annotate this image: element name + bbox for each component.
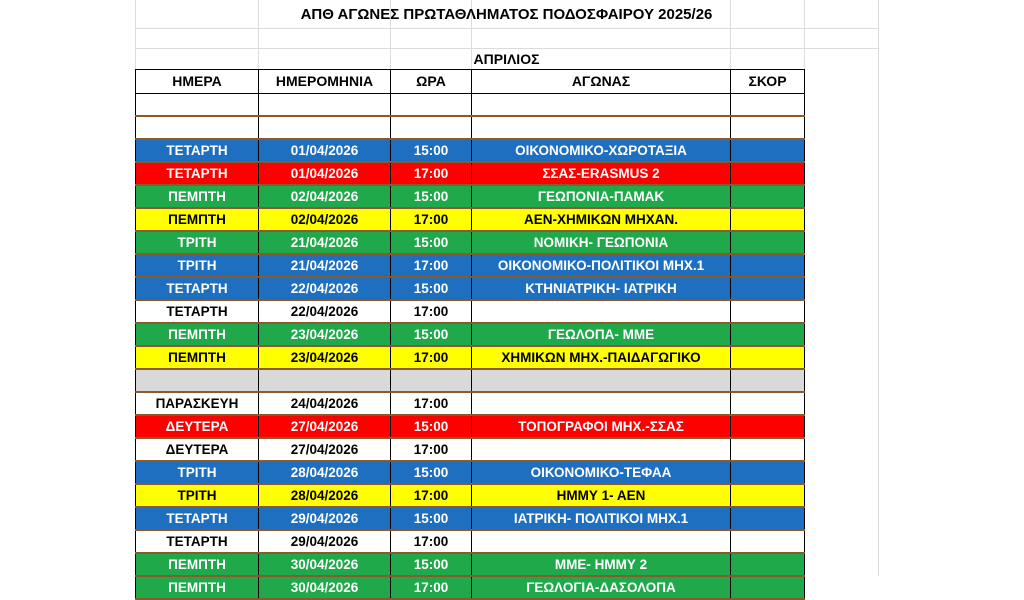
cell-day[interactable]: ΠΕΜΠΤΗ [136,553,259,576]
cell-date[interactable] [259,116,391,139]
cell-date[interactable] [259,94,391,117]
header-match[interactable]: ΑΓΩΝΑΣ [472,70,731,94]
cell-day[interactable]: ΠΕΜΠΤΗ [136,346,259,369]
cell-date[interactable]: 21/04/2026 [259,254,391,277]
cell-day[interactable] [136,94,259,117]
cell-day[interactable] [136,369,259,392]
cell-date[interactable]: 23/04/2026 [259,346,391,369]
cell-date[interactable]: 24/04/2026 [259,392,391,415]
cell-time[interactable]: 15:00 [391,323,472,346]
cell-date[interactable]: 01/04/2026 [259,139,391,162]
cell-match[interactable] [472,369,731,392]
cell-match[interactable]: ΑΕΝ-ΧΗΜΙΚΩΝ ΜΗΧΑΝ. [472,208,731,231]
cell-score[interactable] [731,438,805,461]
table-row [136,507,805,530]
cell-match[interactable]: ΓΕΩΠΟΝΙΑ-ΠΑΜΑΚ [472,185,731,208]
table-row [136,116,805,139]
table-row [136,231,805,254]
cell-time[interactable]: 15:00 [391,231,472,254]
cell-score[interactable] [731,507,805,530]
cell-day[interactable]: ΔΕΥΤΕΡΑ [136,438,259,461]
cell-score[interactable] [731,139,805,162]
page-title: ΑΠΘ ΑΓΩΝΕΣ ΠΡΩΤΑΘΛΗΜΑΤΟΣ ΠΟΔΟΣΦΑΙΡΟΥ 2025/26 [300,6,713,23]
cell-time[interactable]: 17:00 [391,438,472,461]
cell-score[interactable] [731,323,805,346]
cell-match[interactable]: ΓΕΩΛΟΓΙΑ-ΔΑΣΟΛΟΠΑ [472,576,731,599]
cell-match[interactable] [472,116,731,139]
cell-date[interactable]: 28/04/2026 [259,461,391,484]
cell-match[interactable]: ΓΕΩΛΟΠΑ- ΜΜΕ [472,323,731,346]
table-row [136,300,805,323]
cell-time[interactable]: 17:00 [391,254,472,277]
cell-time[interactable]: 17:00 [391,346,472,369]
cell-day[interactable]: ΠΕΜΠΤΗ [136,185,259,208]
cell-match[interactable]: ΝΟΜΙΚΗ- ΓΕΩΠΟΝΙΑ [472,231,731,254]
cell-day[interactable]: ΤΕΤΑΡΤΗ [136,507,259,530]
header-time[interactable]: ΩΡΑ [391,70,472,94]
cell-time[interactable]: 17:00 [391,484,472,507]
table-row [136,185,805,208]
gridline [135,28,878,29]
table-row [136,438,805,461]
cell-time[interactable]: 17:00 [391,208,472,231]
cell-date[interactable]: 29/04/2026 [259,530,391,553]
cell-day[interactable]: ΔΕΥΤΕΡΑ [136,415,259,438]
cell-day[interactable]: ΠΑΡΑΣΚΕΥΗ [136,392,259,415]
table-row [136,415,805,438]
cell-score[interactable] [731,208,805,231]
header-score[interactable]: ΣΚΟΡ [731,70,805,94]
table-row [136,94,805,117]
cell-time[interactable]: 17:00 [391,530,472,553]
table-row [136,553,805,576]
cell-day[interactable]: ΤΡΙΤΗ [136,484,259,507]
cell-score[interactable] [731,553,805,576]
cell-score[interactable] [731,415,805,438]
cell-time[interactable]: 15:00 [391,553,472,576]
cell-match[interactable] [472,300,731,323]
cell-match[interactable]: ΟΙΚΟΝΟΜΙΚΟ-ΧΩΡΟΤΑΞΙΑ [472,139,731,162]
cell-time[interactable]: 15:00 [391,507,472,530]
table-header-row [136,70,805,94]
header-day[interactable]: ΗΜΕΡΑ [136,70,259,94]
cell-score[interactable] [731,392,805,415]
cell-time[interactable] [391,369,472,392]
schedule-table [135,69,805,600]
table-row [136,461,805,484]
cell-time[interactable]: 15:00 [391,415,472,438]
table-row [136,484,805,507]
cell-date[interactable]: 30/04/2026 [259,553,391,576]
cell-score[interactable] [731,162,805,185]
cell-time[interactable]: 17:00 [391,392,472,415]
cell-date[interactable]: 02/04/2026 [259,185,391,208]
cell-day[interactable]: ΠΕΜΠΤΗ [136,208,259,231]
cell-time[interactable] [391,116,472,139]
table-row [136,277,805,300]
cell-date[interactable]: 01/04/2026 [259,162,391,185]
cell-time[interactable] [391,94,472,117]
table-row [136,254,805,277]
cell-score[interactable] [731,346,805,369]
cell-date[interactable]: 30/04/2026 [259,576,391,599]
table-row [136,162,805,185]
cell-match[interactable]: ΧΗΜΙΚΩΝ ΜΗΧ.-ΠΑΙΔΑΓΩΓΙΚΟ [472,346,731,369]
cell-day[interactable] [136,116,259,139]
cell-time[interactable]: 15:00 [391,277,472,300]
cell-time[interactable]: 17:00 [391,162,472,185]
cell-time[interactable]: 15:00 [391,461,472,484]
cell-match[interactable]: ΤΟΠΟΓΡΑΦΟΙ ΜΗΧ.-ΣΣΑΣ [472,415,731,438]
cell-match[interactable] [472,530,731,553]
cell-score[interactable] [731,277,805,300]
table-row [136,208,805,231]
table-row [136,392,805,415]
cell-time[interactable]: 15:00 [391,139,472,162]
cell-day[interactable]: ΤΕΤΑΡΤΗ [136,277,259,300]
cell-time[interactable]: 17:00 [391,576,472,599]
cell-time[interactable]: 15:00 [391,185,472,208]
cell-day[interactable]: ΠΕΜΠΤΗ [136,576,259,599]
cell-day[interactable]: ΠΕΜΠΤΗ [136,323,259,346]
cell-date[interactable]: 27/04/2026 [259,415,391,438]
cell-date[interactable]: 29/04/2026 [259,507,391,530]
cell-date[interactable] [259,369,391,392]
cell-match[interactable] [472,392,731,415]
cell-score[interactable] [731,94,805,117]
cell-match[interactable]: ΟΙΚΟΝΟΜΙΚΟ-ΠΟΛΙΤΙΚΟΙ ΜΗΧ.1 [472,254,731,277]
table-row [136,323,805,346]
table-row [136,576,805,599]
gridline [878,0,879,576]
cell-day[interactable]: ΤΡΙΤΗ [136,254,259,277]
cell-date[interactable]: 21/04/2026 [259,231,391,254]
cell-date[interactable]: 23/04/2026 [259,323,391,346]
cell-day[interactable]: ΤΡΙΤΗ [136,461,259,484]
cell-score[interactable] [731,530,805,553]
header-date[interactable]: ΗΜΕΡΟΜΗΝΙΑ [259,70,391,94]
cell-date[interactable]: 28/04/2026 [259,484,391,507]
cell-date[interactable]: 27/04/2026 [259,438,391,461]
table-row [136,530,805,553]
month-heading: ΑΠΡΙΛΙΟΣ [473,51,540,67]
cell-score[interactable] [731,254,805,277]
cell-score[interactable] [731,369,805,392]
cell-day[interactable]: ΤΡΙΤΗ [136,231,259,254]
cell-score[interactable] [731,300,805,323]
cell-score[interactable] [731,461,805,484]
cell-day[interactable]: ΤΕΤΑΡΤΗ [136,530,259,553]
cell-match[interactable] [472,438,731,461]
cell-date[interactable]: 02/04/2026 [259,208,391,231]
table-row [136,369,805,392]
cell-match[interactable]: ΟΙΚΟΝΟΜΙΚΟ-ΤΕΦΑΑ [472,461,731,484]
cell-match[interactable]: ΗΜΜΥ 1- ΑΕΝ [472,484,731,507]
cell-match[interactable] [472,94,731,117]
cell-match[interactable]: ΣΣΑΣ-ERASMUS 2 [472,162,731,185]
cell-match[interactable]: ΙΑΤΡΙΚΗ- ΠΟΛΙΤΙΚΟΙ ΜΗΧ.1 [472,507,731,530]
cell-match[interactable]: ΜΜΕ- ΗΜΜΥ 2 [472,553,731,576]
cell-date[interactable]: 22/04/2026 [259,300,391,323]
cell-date[interactable]: 22/04/2026 [259,277,391,300]
cell-score[interactable] [731,484,805,507]
cell-day[interactable]: ΤΕΤΑΡΤΗ [136,300,259,323]
cell-score[interactable] [731,576,805,599]
cell-day[interactable]: ΤΕΤΑΡΤΗ [136,162,259,185]
cell-day[interactable]: ΤΕΤΑΡΤΗ [136,139,259,162]
cell-time[interactable]: 17:00 [391,300,472,323]
cell-score[interactable] [731,185,805,208]
table-row [136,346,805,369]
cell-score[interactable] [731,231,805,254]
cell-match[interactable]: ΚΤΗΝΙΑΤΡΙΚΗ- ΙΑΤΡΙΚΗ [472,277,731,300]
table-row [136,139,805,162]
cell-score[interactable] [731,116,805,139]
